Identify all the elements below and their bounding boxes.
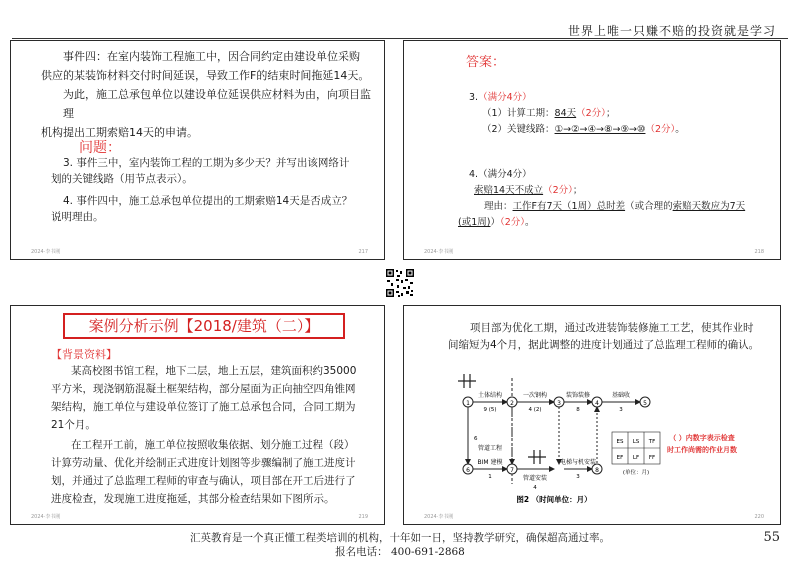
event4-paragraph [41,47,381,142]
legend-cell: ES [616,439,624,445]
case-paragraph-2-line: 在工程开工前，施工单位按照收集依据、划分施工过程（段） [71,439,355,451]
answer-4-header: 4.（满分4分） [469,169,532,180]
duration-label: 4 [533,485,537,491]
event4-line: 事件四：在室内装饰工程施工中，因合同约定由建设单位采购 [63,50,360,63]
answer-4-claim-suffix: ； [572,185,583,196]
diagram-caption: 图2 （时间单位：月） [516,495,592,504]
answer-4-reason [484,198,745,212]
event4-line: 供应的某装饰材料交付时间延误，导致工作F的结束时间拖延14天。 [41,69,370,82]
duration-label: 4 (2) [528,407,542,413]
answer-3-header [469,89,532,103]
question-3-line: 3. 事件三中，室内装饰工程的工期为多少天？并写出该网络计 [63,157,350,169]
answer-4-reason-end: 。 [525,217,535,228]
slide-schedule-diagram [403,305,781,525]
footer-slogan: 汇英教育是一个真正懂工程类培训的机构，十年如一日，坚持教学研究，确保超高通过率。 [190,532,610,544]
page-header [0,0,800,40]
slide-footer-author: 2024·李书刚 [31,514,61,520]
answer-4-claim [474,182,582,196]
answer-4-claim-score: （2分） [543,185,573,196]
slide-footer-number: 218 [754,249,764,255]
case-paragraph-1-line: 架结构，施工单位与建设单位签订了施工总承包合同，合同工期为 [51,401,356,413]
event4-line: 机构提出工期索赔14天的申请。 [41,126,198,139]
background-label: 【背景资料】 [51,348,117,361]
qr-code-image [385,268,415,298]
node [507,464,517,474]
slide-answers [403,40,781,260]
slide-event4-questions [10,40,385,260]
node-label: 6 [466,467,470,474]
case-paragraph-1 [51,362,381,434]
case-paragraph-1-line: 某高校图书馆工程，地下二层，地上五层，建筑面积约35000 [71,365,357,377]
footer-phone: 报名电话： 400-691-2868 [335,546,465,558]
node-label: 4 [595,400,599,407]
schedule-intro-line: 间缩短为4个月，据此调整的进度计划通过了总监理工程师的确认。 [448,339,760,351]
slide-footer-author: 2024·李书刚 [31,249,61,255]
legend-cell: TF [648,439,656,445]
case-paragraph-1-line: 21个月。 [51,419,96,431]
node-label: 8 [595,467,599,474]
answer-4-reason-prefix: 理由： [484,201,513,212]
duration-label: 9 (5) [483,407,497,413]
duration-label: 1 [488,474,492,480]
case-title: 案例分析示例【2018/建筑（二）】 [63,313,345,339]
question-4 [51,193,381,225]
schedule-intro [448,320,778,354]
header-slogan: 世界上唯一只赚不赔的投资就是学习 [567,24,776,38]
diagram-note-line: 时工作尚需的作业月数 [667,446,737,454]
answer-4-reason-part2: 索赔天数应为7天 [672,201,746,212]
answer-title: 答案： [466,55,506,70]
legend-cell: EF [616,455,624,461]
node-label: 5 [643,400,647,407]
work-label: 电梯与机安装 [559,459,597,466]
slide-footer-number: 219 [358,514,368,520]
answer-3-score: （满分4分） [478,92,532,103]
duration-label: 3 [619,407,623,413]
answer-4-reason-part3: (或1周) [458,217,491,228]
node-label: 3 [557,400,561,407]
question-3 [51,155,381,187]
work-label: 管道工程 [477,445,503,452]
node [554,397,564,407]
answer-4-reason-mid: （或合理的 [625,201,673,212]
answer-3-1-value: 84天 [554,108,577,119]
node [640,397,650,407]
question-4-line: 4. 事件四中，施工总承包单位提出的工期索赔14天是否成立？ [63,195,353,207]
case-paragraph-1-line: 平方米，现浇钢筋混凝土框架结构，部分屋面为正向抽空四角锥网 [51,383,356,395]
event4-line: 为此，施工总承包单位以建设单位延误供应材料为由，向项目监理 [63,88,371,120]
duration-label: 3 [576,474,580,480]
node [463,397,473,407]
case-paragraph-2-line: 计算劳动量、优化并绘制正式进度计划图等步骤编制了施工进度计 [51,457,356,469]
question-3-line: 划的关键线路（用节点表示）。 [51,173,193,185]
node [507,397,517,407]
node-label: 1 [466,400,470,407]
node-label: 7 [510,467,514,474]
answer-3-1-score: （2分） [576,108,606,119]
slide-footer-author: 2024·李书刚 [424,249,454,255]
legend-unit: (单位：月) [622,470,650,476]
answer-3-2-prefix: （2）关键线路： [482,124,555,135]
case-paragraph-2-line: 进度检查，发现施工进度拖延，其部分检查结果如下图所示。 [51,493,335,505]
answer-3-1-prefix: （1）计算工期： [482,108,555,119]
answer-4-reason-score: （2分） [499,217,526,228]
duration-label: 6 [474,436,478,442]
schedule-intro-line: 项目部为优化工期，通过改进装饰装修施工工艺，使其作业时 [470,322,754,334]
work-label: 土体结构 [477,392,503,399]
legend-cell: FF [648,455,656,461]
work-label: 基础收 [611,392,631,399]
answer-4-claim-value: 索赔14天不成立 [474,185,544,196]
slide-footer-number: 220 [754,514,764,520]
answer-4-reason-cont [458,214,535,228]
case-paragraph-2-line: 划，并通过了总监理工程师的审查与确认，项目部在开工后进行了 [51,475,356,487]
network-diagram [404,354,780,524]
answer-3-2-value: ①→②→④→⑧→⑨→⑩ [554,124,646,135]
duration-label: 8 [576,407,580,413]
answer-3-1 [482,105,615,119]
answer-3-2 [482,121,685,135]
slide-case-background [10,305,385,525]
node-label: 2 [510,400,514,407]
case-paragraph-2 [51,436,381,508]
node [592,397,602,407]
slide-footer-number: 217 [358,249,368,255]
answer-3-2-suffix: 。 [675,124,685,135]
time-parameter-legend [612,432,660,476]
answer-3-2-score: （2分） [645,124,676,135]
answer-4-reason-paren: ） [490,217,500,228]
work-label: BIM 建模 [477,459,503,466]
question-4-line: 说明理由。 [51,211,104,223]
questions-title: 问题： [79,140,121,156]
answer-3-label: 3. [469,92,479,103]
header-divider [12,38,788,39]
legend-cell: LF [632,455,640,461]
work-label: 管道安装 [522,475,548,482]
node [463,464,473,474]
work-label: 装饰装修 [565,392,591,399]
slide-footer-author: 2024·李书刚 [424,514,454,520]
answer-4-reason-part1: 工作F有7天（1周）总时差 [512,201,626,212]
work-label: 一次钢构 [522,392,548,399]
diagram-note-line: （ ）内数字表示检查 [669,434,735,442]
answer-3-1-suffix: ； [605,108,616,119]
legend-cell: LS [632,439,640,445]
page-number: 55 [763,530,780,545]
